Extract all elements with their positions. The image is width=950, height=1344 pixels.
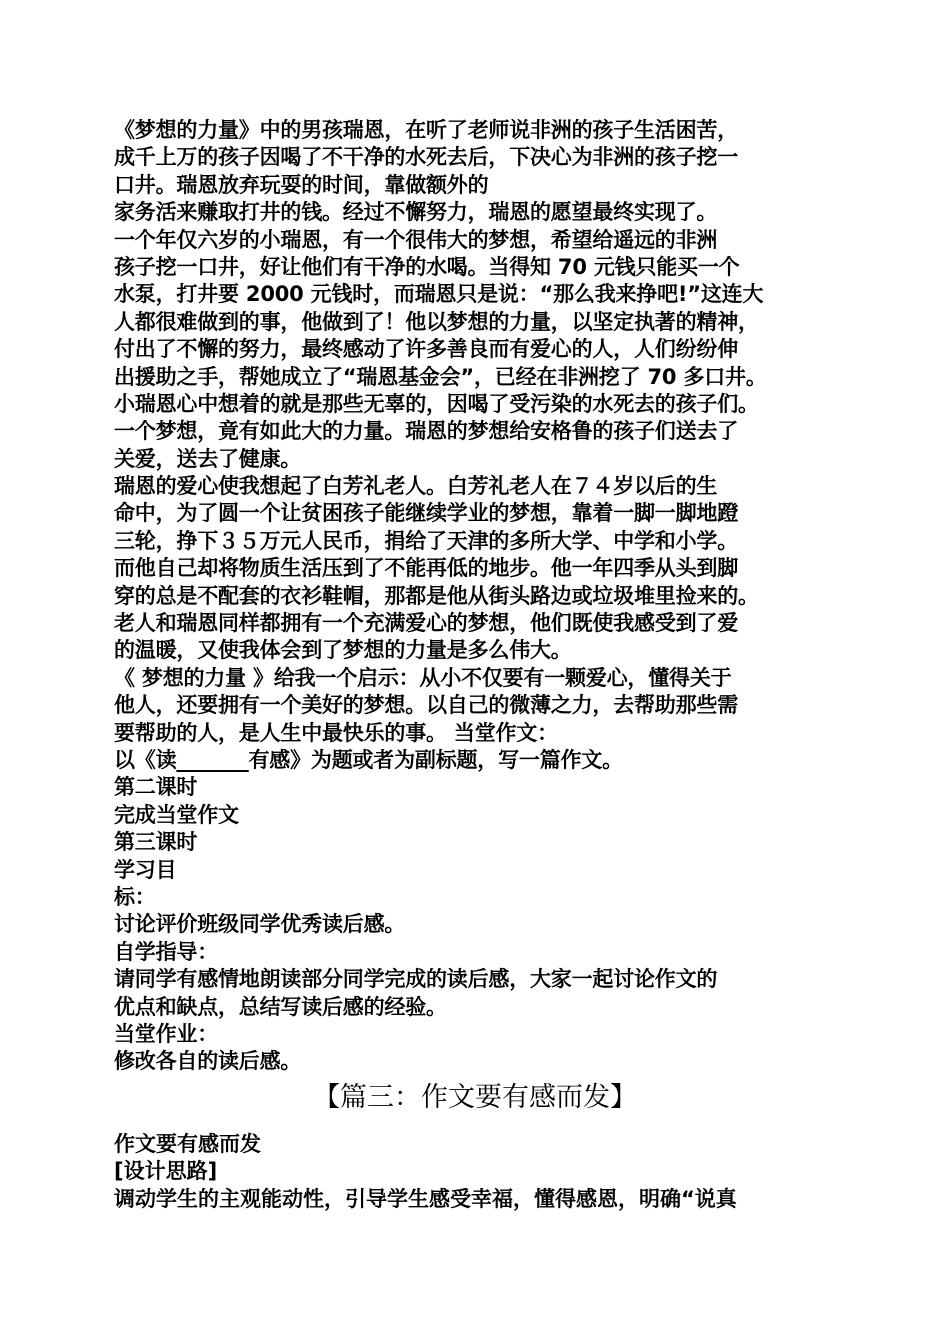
text-line: 请同学有感情地朗读部分同学完成的读后感，大家一起讨论作文的 bbox=[114, 967, 718, 992]
text-line: 关爱，送去了健康。 bbox=[114, 446, 302, 471]
text-line: 《梦想的力量》中的男孩瑞恩，在听了老师说非洲的孩子生活困苦， bbox=[114, 118, 738, 142]
text-line: 他人，还要拥有一个美好的梦想。以自己的微薄之力，去帮助那些需 bbox=[114, 693, 738, 718]
text-line: 人都很难做到的事，他做到了！他以梦想的力量，以坚定执著的精神， bbox=[114, 309, 759, 334]
text-line: 学习目 bbox=[114, 857, 177, 882]
text-line: 一个梦想，竟有如此大的力量。瑞恩的梦想给安格鲁的孩子们送去了 bbox=[114, 419, 738, 444]
text-line: 瑞恩的爱心使我想起了白芳礼老人。白芳礼老人在７４岁以后的生 bbox=[114, 474, 718, 499]
text-line: 而他自己却将物质生活压到了不能再低的地步。他一年四季从头到脚 bbox=[114, 556, 738, 581]
text-line: 当堂作业： bbox=[114, 1021, 218, 1046]
body-text bbox=[114, 117, 854, 1076]
text-line: 作文要有感而发 bbox=[114, 1132, 261, 1156]
text-line: 优点和缺点，总结写读后感的经验。 bbox=[114, 994, 447, 1019]
text-line: 第二课时 bbox=[114, 775, 198, 800]
text-line: 的温暖，又使我体会到了梦想的力量是多么伟大。 bbox=[114, 638, 572, 663]
text-line: 三轮，挣下３５万元人民币，捐给了天津的多所大学、中学和小学。 bbox=[114, 528, 738, 553]
text-line: 出援助之手，帮她成立了“瑞恩基金会”，已经在非洲挖了 70 多口井。 bbox=[114, 364, 767, 389]
text-line: 付出了不懈的努力，最终感动了许多善良而有爱心的人，人们纷纷伸 bbox=[114, 337, 738, 362]
text-line: 命中，为了圆一个让贫困孩子能继续学业的梦想，靠着一脚一脚地蹬 bbox=[114, 501, 738, 526]
text-line: 成千上万的孩子因喝了不干净的水死去后，下决心为非洲的孩子挖一 bbox=[114, 145, 738, 170]
text-line: [设计思路] bbox=[114, 1159, 218, 1184]
text-line: 完成当堂作文 bbox=[114, 802, 239, 827]
text-line: 穿的总是不配套的衣衫鞋帽，那都是他从街头路边或垃圾堆里捡来的。 bbox=[114, 583, 759, 608]
text-line: 第三课时 bbox=[114, 830, 198, 855]
text-line: 修改各自的读后感。 bbox=[114, 1049, 302, 1074]
text-line: 一个年仅六岁的小瑞恩，有一个很伟大的梦想，希望给遥远的非洲 bbox=[114, 227, 718, 252]
text-line: 水泵，打井要 2000 元钱时，而瑞恩只是说：“那么我来挣吧!”这连大 bbox=[114, 282, 764, 307]
text-line: 以《读_______有感》为题或者为副标题，写一篇作文。 bbox=[114, 747, 623, 772]
text-line: 讨论评价班级同学优秀读后感。 bbox=[114, 912, 406, 937]
text-line: 要帮助的人，是人生中最快乐的事。 当堂作文： bbox=[114, 720, 558, 745]
text-line: 调动学生的主观能动性，引导学生感受幸福，懂得感恩，明确“说真 bbox=[114, 1186, 737, 1211]
text-line: 孩子挖一口井，好让他们有干净的水喝。当得知 70 元钱只能买一个 bbox=[114, 254, 740, 279]
text-line: 家务活来赚取打井的钱。经过不懈努力，瑞恩的愿望最终实现了。 bbox=[114, 200, 718, 225]
text-line: 老人和瑞恩同样都拥有一个充满爱心的梦想，他们既使我感受到了爱 bbox=[114, 611, 738, 636]
text-line: 标： bbox=[114, 884, 156, 909]
text-line: 自学指导： bbox=[114, 939, 218, 964]
text-line: 口井。瑞恩放弃玩耍的时间，靠做额外的 bbox=[114, 172, 489, 197]
body-text-continued bbox=[114, 1130, 854, 1212]
text-line: 《 梦想的力量 》给我一个启示：从小不仅要有一颗爱心，懂得关于 bbox=[114, 665, 732, 690]
text-line: 小瑞恩心中想着的就是那些无辜的，因喝了受污染的水死去的孩子们。 bbox=[114, 391, 759, 416]
section-heading: 【篇三：作文要有感而发】 bbox=[313, 1082, 637, 1113]
